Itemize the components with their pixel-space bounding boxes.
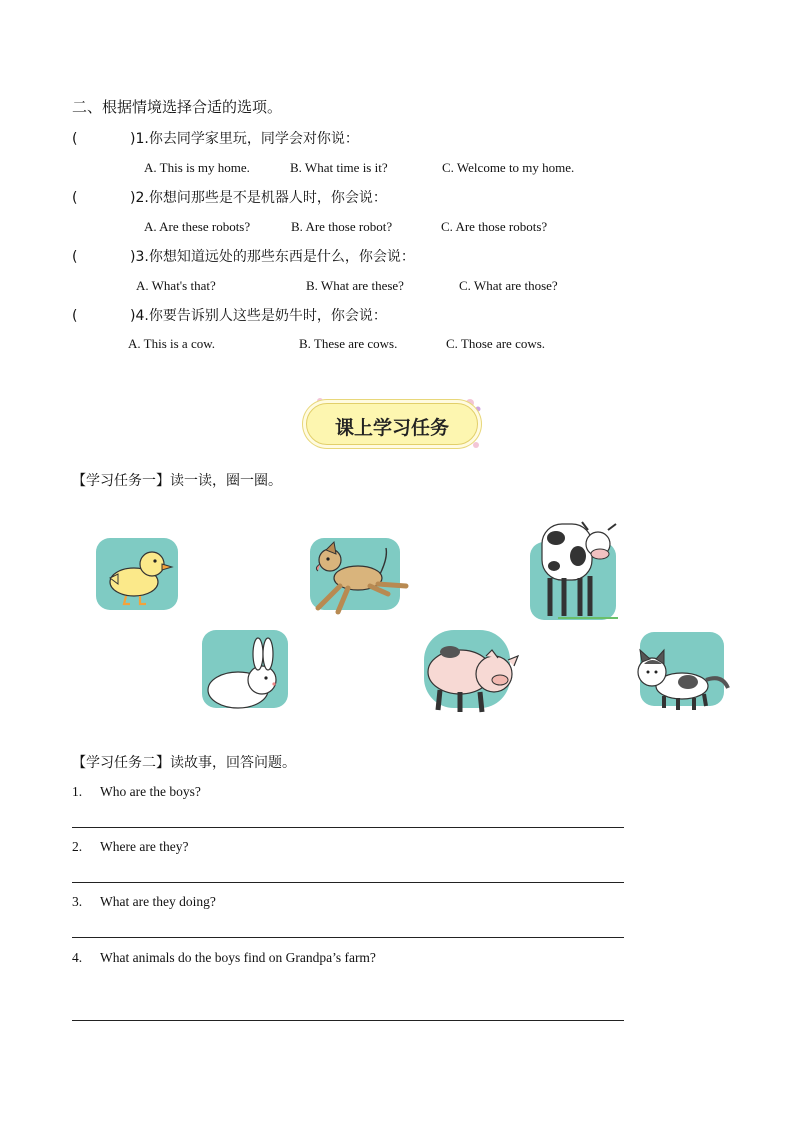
question-1: ( )1.你去同学家里玩，同学会对你说： <box>72 131 359 147</box>
reading-question-2: 2. Where are they? <box>72 839 189 854</box>
q2-option-b[interactable]: B. Are those robot? <box>291 219 393 234</box>
rabbit-icon <box>200 630 290 714</box>
reading-question-4: 4. What animals do the boys find on Grandpa’s farm? <box>72 950 376 965</box>
answer-line-1[interactable] <box>72 827 624 828</box>
q3-option-a[interactable]: A. What's that? <box>136 278 216 293</box>
rabbit-picture[interactable] <box>200 630 290 714</box>
task2-title: 【学习任务二】读故事，回答问题。 <box>72 755 296 771</box>
answer-blank[interactable]: ( <box>72 249 78 265</box>
duck-icon <box>96 538 186 614</box>
section-title: 二、根据情境选择合适的选项。 <box>72 98 283 116</box>
cow-picture[interactable] <box>528 516 624 622</box>
q4-option-a[interactable]: A. This is a cow. <box>128 336 216 351</box>
banner-title: 课上学习任务 <box>334 417 449 439</box>
reading-question-3: 3. What are they doing? <box>72 894 216 909</box>
q3-option-b[interactable]: B. What are these? <box>306 278 404 293</box>
cow-icon <box>528 516 624 622</box>
q2-option-a[interactable]: A. Are these robots? <box>144 219 251 234</box>
question-3: ( )3.你想知道远处的那些东西是什么，你会说： <box>72 249 415 265</box>
q3-option-c[interactable]: C. What are those? <box>459 278 558 293</box>
q4-option-b[interactable]: B. These are cows. <box>299 336 398 351</box>
answer-blank[interactable]: ( <box>72 131 78 147</box>
answer-line-4[interactable] <box>72 1020 624 1021</box>
answer-blank[interactable]: ( <box>72 190 78 206</box>
dog-picture[interactable] <box>308 538 418 618</box>
question-4: ( )4.你要告诉别人这些是奶牛时，你会说： <box>72 308 387 324</box>
answer-line-2[interactable] <box>72 882 624 883</box>
task1-title: 【学习任务一】读一读，圈一圈。 <box>72 473 282 489</box>
q1-option-a[interactable]: A. This is my home. <box>144 160 250 175</box>
q4-option-c[interactable]: C. Those are cows. <box>446 336 546 351</box>
q1-option-c[interactable]: C. Welcome to my home. <box>442 160 575 175</box>
answer-line-3[interactable] <box>72 937 624 938</box>
q1-option-b[interactable]: B. What time is it? <box>290 160 388 175</box>
reading-question-1: 1. Who are the boys? <box>72 784 201 799</box>
cat-icon <box>630 632 730 714</box>
answer-blank[interactable]: ( <box>72 308 78 324</box>
duck-picture[interactable] <box>96 538 180 612</box>
question-2: ( )2.你想问那些是不是机器人时，你会说： <box>72 190 387 206</box>
task-banner <box>300 395 484 453</box>
cat-picture[interactable] <box>630 632 730 714</box>
dog-icon <box>308 538 418 618</box>
pig-icon <box>420 630 524 720</box>
q2-option-c[interactable]: C. Are those robots? <box>441 219 548 234</box>
pig-picture[interactable] <box>420 630 524 720</box>
